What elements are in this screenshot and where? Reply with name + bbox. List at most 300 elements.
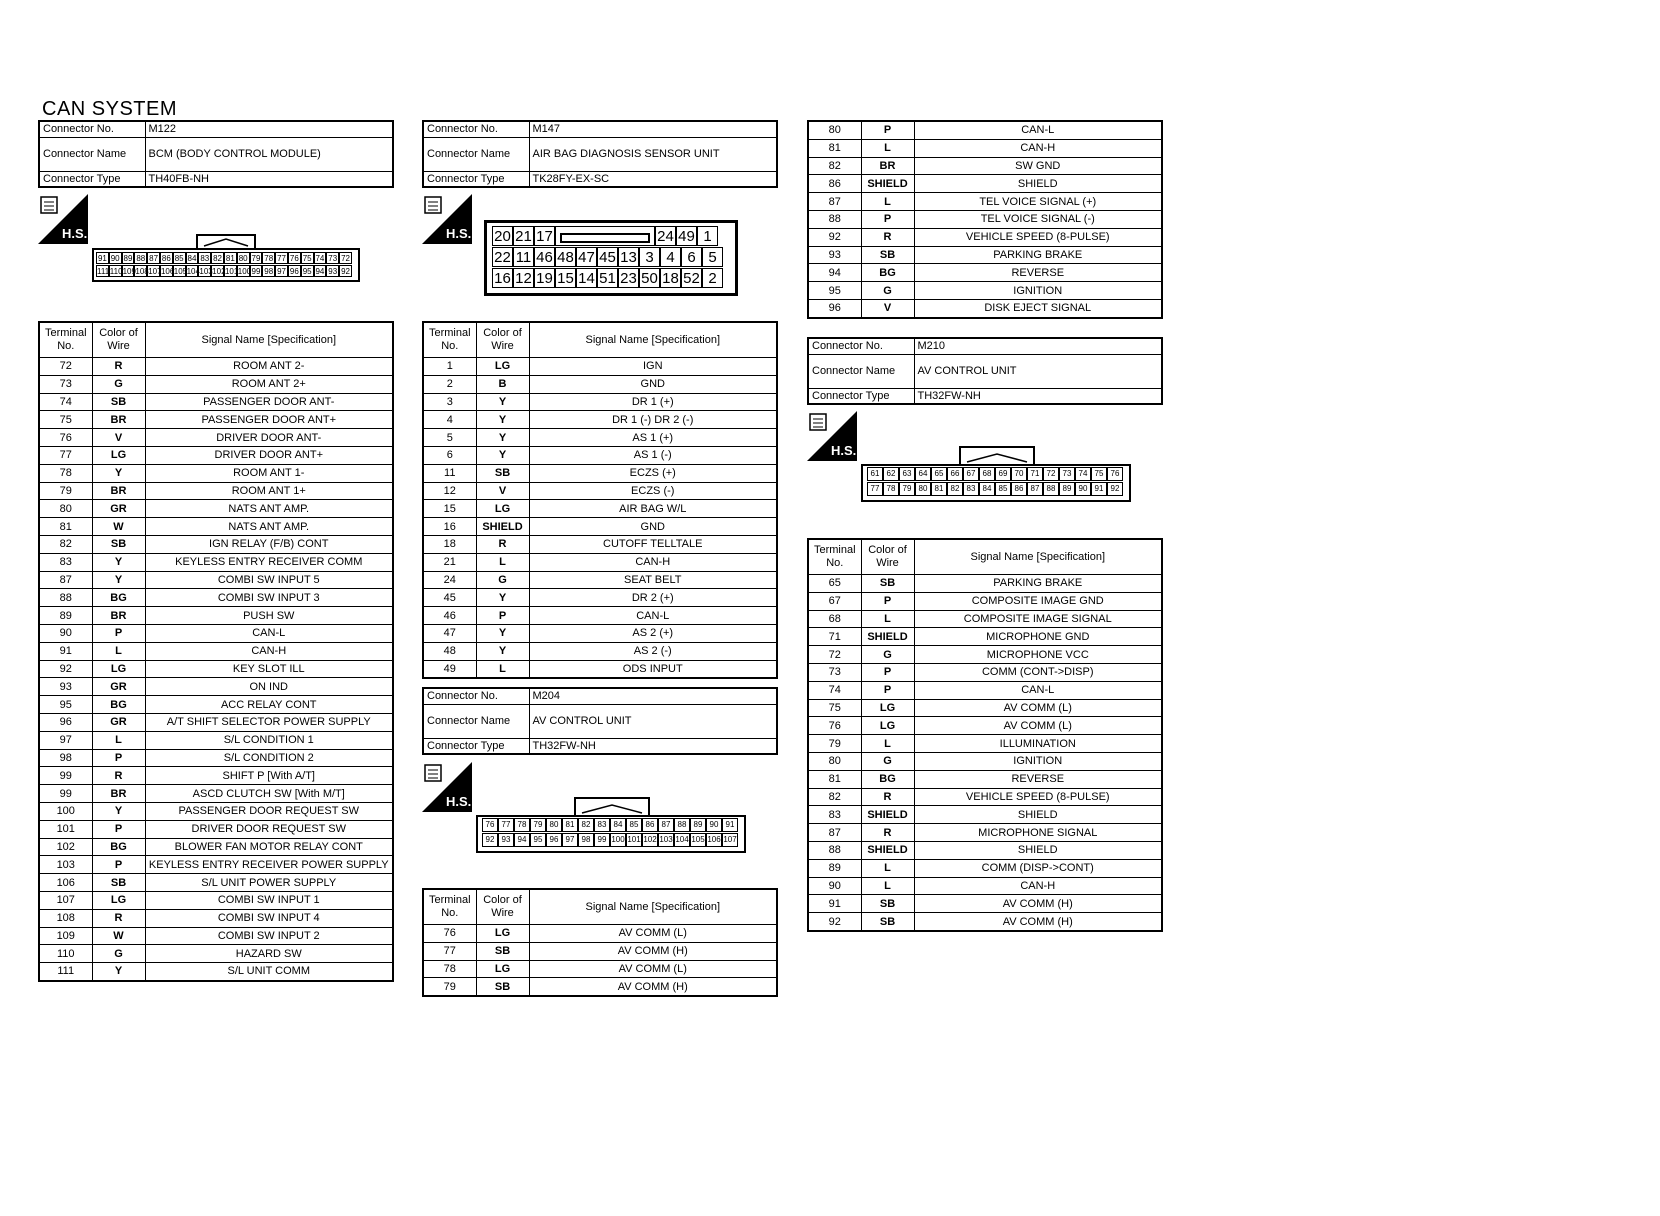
connector-pin: 22 [492,247,513,267]
connector-pin: 111 [97,267,110,276]
connector-latch [574,797,650,817]
wire-color-cell: Y [476,642,529,660]
signal-name-cell: SHIELD [914,175,1162,193]
wire-color-cell: BR [92,482,145,500]
table-row [808,770,1162,788]
terminal-no-cell: 73 [808,663,861,681]
wire-color-cell: LG [92,446,145,464]
signal-name-cell: COMBI SW INPUT 1 [145,891,393,909]
wire-color-cell: SB [861,913,914,931]
wire-color-cell: SB [861,246,914,264]
terminal-no-cell: 80 [808,121,861,139]
m204-connector-name: AV CONTROL UNIT [529,704,777,738]
connector-pin: 84 [610,818,626,832]
connector-pin: 2 [702,268,723,288]
connector-pin: 69 [995,467,1011,481]
terminal-no-cell: 90 [39,624,92,642]
signal-name-header: Signal Name [Specification] [145,322,393,358]
table-row [808,628,1162,646]
terminal-no-cell: 81 [808,770,861,788]
connector-pin: 78 [264,254,274,263]
signal-name-cell: ROOM ANT 1+ [145,482,393,500]
terminal-no-cell: 91 [39,642,92,660]
table-row [39,358,393,376]
table-row [39,696,393,714]
connector-pin: 21 [513,226,534,246]
table-row [39,713,393,731]
signal-name-cell: IGN [529,358,777,376]
terminal-no-cell: 107 [39,891,92,909]
terminal-no-cell: 102 [39,838,92,856]
wire-color-cell: W [92,518,145,536]
table-row [808,895,1162,913]
table-row [423,446,777,464]
signal-name-cell: ECZS (-) [529,482,777,500]
wire-color-cell: L [861,859,914,877]
table-row [808,913,1162,931]
table-row [808,121,1162,139]
terminal-no-cell: 96 [39,713,92,731]
signal-name-cell: S/L UNIT POWER SUPPLY [145,874,393,892]
terminal-no-cell: 90 [808,877,861,895]
connector-pin: 107 [148,267,162,276]
connector-pin: 75 [302,254,312,263]
terminal-no-cell: 87 [808,193,861,211]
connector-pin: 97 [277,267,286,276]
connector-pin: 1 [697,226,718,246]
table-row [808,575,1162,593]
connector-pin: 90 [1075,482,1091,496]
connector-pin: 78 [883,482,899,496]
terminal-no-cell: 99 [39,767,92,785]
m147-connector-no: M147 [529,121,777,137]
connector-pin: 74 [1075,467,1091,481]
signal-name-cell: S/L CONDITION 1 [145,731,393,749]
m210-connector-name: AV CONTROL UNIT [914,354,1162,388]
connector-pin: 66 [947,467,963,481]
connector-no-label: Connector No. [423,688,529,704]
table-row [808,859,1162,877]
signal-name-cell: PARKING BRAKE [914,246,1162,264]
table-row [808,264,1162,282]
signal-name-cell: COMBI SW INPUT 5 [145,571,393,589]
connector-pin: 89 [1059,482,1075,496]
terminal-no-cell: 77 [423,942,476,960]
terminal-no-cell: 76 [808,717,861,735]
wire-color-cell: Y [476,411,529,429]
wire-color-cell: P [861,210,914,228]
connector-pin: 88 [136,254,146,263]
table-row [423,571,777,589]
terminal-no-cell: 46 [423,607,476,625]
connector-no-label: Connector No. [39,121,145,137]
connector-pin: 100 [610,833,626,847]
terminal-no-cell: 6 [423,446,476,464]
connector-pin: 98 [578,833,594,847]
connector-pin: 81 [562,818,578,832]
signal-name-cell: CAN-H [914,139,1162,157]
wire-color-cell: L [476,553,529,571]
table-row [39,909,393,927]
wire-color-cell: G [861,752,914,770]
signal-name-cell: COMPOSITE IMAGE SIGNAL [914,610,1162,628]
connector-pin: 84 [979,482,995,496]
hs-label: H.S. [446,794,472,809]
table-row [39,500,393,518]
connector-pin: 85 [995,482,1011,496]
hs-label: H.S. [446,226,472,241]
table-row [39,678,393,696]
connector-pin: 80 [238,254,248,263]
table-row [39,856,393,874]
signal-name-cell: AIR BAG W/L [529,500,777,518]
connector-no-label: Connector No. [423,121,529,137]
table-row [423,393,777,411]
connector-pin: 86 [642,818,658,832]
signal-name-cell: COMBI SW INPUT 2 [145,927,393,945]
signal-name-cell: PARKING BRAKE [914,575,1162,593]
wire-color-cell: L [861,610,914,628]
table-row [808,752,1162,770]
signal-name-cell: SHIFT P [With A/T] [145,767,393,785]
connector-pin: 76 [482,818,498,832]
terminal-no-cell: 111 [39,963,92,981]
connector-pin: 95 [530,833,546,847]
table-row [39,749,393,767]
terminal-no-cell: 88 [808,841,861,859]
wire-color-cell: Y [92,571,145,589]
connector-pin: 108 [135,267,149,276]
connector-pin: 106 [160,267,175,276]
signal-name-cell: CAN-L [914,681,1162,699]
connector-pin: 17 [534,226,555,246]
signal-name-cell: AS 2 (+) [529,624,777,642]
connector-pin: 82 [213,254,223,263]
wire-color-cell: G [861,646,914,664]
connector-pin: 105 [173,267,188,276]
connector-pin: 83 [200,254,210,263]
signal-name-cell: CAN-H [529,553,777,571]
connector-pin: 87 [149,254,159,263]
connector-pin: 103 [658,833,674,847]
terminal-no-cell: 75 [39,411,92,429]
connector-pin: 97 [562,833,578,847]
color-of-wire-header: Color of Wire [92,322,145,358]
connector-pin: 106 [706,833,722,847]
connector-pin: 46 [534,247,555,267]
signal-name-cell: CAN-L [145,624,393,642]
connector-type-label: Connector Type [423,171,529,187]
wire-color-cell: Y [476,624,529,642]
wire-color-cell: LG [92,660,145,678]
terminal-no-cell: 76 [39,429,92,447]
connector-pin: 93 [328,267,338,276]
table-row [423,589,777,607]
terminal-no-cell: 76 [423,925,476,943]
connector-pin: 5 [702,247,723,267]
hs-label: H.S. [831,443,857,458]
terminal-no-cell: 94 [808,264,861,282]
signal-name-cell: VEHICLE SPEED (8-PULSE) [914,228,1162,246]
terminal-no-cell: 16 [423,518,476,536]
signal-name-cell: A/T SHIFT SELECTOR POWER SUPPLY [145,713,393,731]
signal-name-cell: AS 1 (+) [529,429,777,447]
signal-name-cell: CAN-L [914,121,1162,139]
connector-pin: 52 [681,268,702,288]
terminal-no-cell: 2 [423,375,476,393]
connector-pin: 96 [546,833,562,847]
terminal-no-cell: 95 [808,282,861,300]
terminal-no-cell: 73 [39,375,92,393]
wire-color-cell: L [861,193,914,211]
terminal-no-cell: 92 [39,660,92,678]
connector-pin: 65 [931,467,947,481]
connector-pin: 101 [224,267,239,276]
connector-pin: 104 [186,267,200,276]
table-row [39,411,393,429]
m147-connector-diagram [484,220,738,296]
wire-color-cell: LG [476,500,529,518]
color-of-wire-header: Color of Wire [476,889,529,925]
table-row [39,393,393,411]
terminal-no-cell: 93 [808,246,861,264]
connector-pin: 110 [109,267,123,276]
connector-name-label: Connector Name [423,137,529,171]
signal-name-cell: SW GND [914,157,1162,175]
wire-color-cell: G [861,282,914,300]
signal-name-cell: COMBI SW INPUT 4 [145,909,393,927]
signal-name-cell: MICROPHONE VCC [914,646,1162,664]
signal-name-cell: PASSENGER DOOR ANT- [145,393,393,411]
wire-color-cell: R [92,909,145,927]
wire-color-cell: R [476,535,529,553]
connector-pin: 92 [341,267,350,276]
connector-pin: 70 [1011,467,1027,481]
terminal-no-header: Terminal No. [423,322,476,358]
color-of-wire-header: Color of Wire [476,322,529,358]
table-row [808,592,1162,610]
wire-color-cell: Y [92,553,145,571]
connector-pin: 24 [655,226,676,246]
connector-pin: 100 [237,267,252,276]
table-row [423,942,777,960]
m204-connector-diagram [476,797,748,855]
signal-name-cell: AV COMM (L) [529,925,777,943]
connector-pin: 77 [498,818,514,832]
terminal-no-cell: 45 [423,589,476,607]
table-row [39,891,393,909]
signal-name-cell: BLOWER FAN MOTOR RELAY CONT [145,838,393,856]
wire-color-cell: BG [861,770,914,788]
table-row [808,299,1162,317]
connector-pin: 107 [722,833,738,847]
connector-pin: 20 [492,226,513,246]
connector-pin: 105 [690,833,706,847]
connector-pin: 78 [514,818,530,832]
terminal-no-cell: 79 [423,978,476,996]
terminal-no-cell: 77 [39,446,92,464]
hs-icon [38,194,88,244]
connector-pin: 102 [212,267,226,276]
terminal-no-header: Terminal No. [423,889,476,925]
signal-name-cell: ODS INPUT [529,660,777,678]
table-row [808,717,1162,735]
table-row [39,446,393,464]
connector-pin: 18 [660,268,681,288]
terminal-no-cell: 101 [39,820,92,838]
terminal-no-cell: 18 [423,535,476,553]
terminal-no-cell: 80 [39,500,92,518]
wire-color-cell: Y [92,464,145,482]
terminal-no-cell: 79 [39,482,92,500]
terminal-no-cell: 98 [39,749,92,767]
wire-color-cell: Y [476,429,529,447]
signal-name-cell: ROOM ANT 1- [145,464,393,482]
signal-name-cell: AV COMM (H) [914,895,1162,913]
signal-name-cell: VEHICLE SPEED (8-PULSE) [914,788,1162,806]
wire-color-cell: Y [92,802,145,820]
table-row [39,535,393,553]
wire-color-cell: LG [861,717,914,735]
table-row [808,175,1162,193]
table-row [423,553,777,571]
wire-color-cell: R [861,788,914,806]
signal-name-cell: GND [529,518,777,536]
wire-color-cell: BR [92,607,145,625]
wire-color-cell: BR [92,411,145,429]
terminal-no-cell: 81 [808,139,861,157]
connector-pin: 64 [915,467,931,481]
wire-color-cell: SB [476,464,529,482]
wire-color-cell: L [861,735,914,753]
wire-color-cell: Y [476,446,529,464]
connector-pin: 85 [626,818,642,832]
terminal-no-cell: 82 [808,157,861,175]
signal-name-cell: MICROPHONE GND [914,628,1162,646]
signal-name-cell: S/L UNIT COMM [145,963,393,981]
signal-name-cell: REVERSE [914,264,1162,282]
table-row [423,482,777,500]
signal-name-cell: COMM (DISP->CONT) [914,859,1162,877]
connector-pin: 109 [122,267,136,276]
signal-name-cell: IGN RELAY (F/B) CONT [145,535,393,553]
terminal-no-header: Terminal No. [39,322,92,358]
terminal-no-cell: 4 [423,411,476,429]
connector-pin: 103 [199,267,213,276]
terminal-no-cell: 110 [39,945,92,963]
terminal-no-cell: 83 [39,553,92,571]
table-row [423,464,777,482]
connector-pin: 51 [597,268,618,288]
signal-name-cell: COMPOSITE IMAGE GND [914,592,1162,610]
m122-connector-info [38,120,394,188]
table-row [39,642,393,660]
wire-color-cell: P [861,592,914,610]
terminal-no-cell: 97 [39,731,92,749]
wire-color-cell: BG [92,838,145,856]
wire-color-cell: Y [92,963,145,981]
connector-pin: 94 [514,833,530,847]
table-row [39,802,393,820]
signal-name-cell: AV COMM (H) [914,913,1162,931]
signal-name-cell: ROOM ANT 2+ [145,375,393,393]
m122-connector-type: TH40FB-NH [145,171,393,187]
wire-color-cell: L [861,139,914,157]
signal-name-cell: ILLUMINATION [914,735,1162,753]
table-row [423,642,777,660]
table-row [39,607,393,625]
terminal-no-cell: 89 [39,607,92,625]
connector-pin: 101 [626,833,642,847]
table-row [39,963,393,981]
m210-terminal-table [807,538,1163,932]
m210-connector-diagram [861,446,1133,504]
wire-color-cell: SB [861,895,914,913]
table-row [808,788,1162,806]
hs-icon [422,194,472,244]
signal-name-cell: KEY SLOT ILL [145,660,393,678]
signal-name-cell: DISK EJECT SIGNAL [914,299,1162,317]
signal-name-cell: ROOM ANT 2- [145,358,393,376]
table-row [808,877,1162,895]
signal-name-cell: GND [529,375,777,393]
connector-pin: 84 [187,254,197,263]
terminal-no-cell: 21 [423,553,476,571]
table-row [808,610,1162,628]
connector-pin: 61 [867,467,883,481]
terminal-no-cell: 83 [808,806,861,824]
wire-color-cell: B [476,375,529,393]
connector-pin: 14 [576,268,597,288]
connector-pin: 3 [639,247,660,267]
connector-pin: 12 [513,268,534,288]
terminal-no-cell: 96 [808,299,861,317]
table-row [808,139,1162,157]
connector-pin: 73 [328,254,338,263]
wire-color-cell: V [92,429,145,447]
terminal-no-cell: 89 [808,859,861,877]
connector-type-label: Connector Type [808,388,914,404]
table-row [423,411,777,429]
wire-color-cell: P [92,624,145,642]
m204-terminal-table-continued [807,120,1163,319]
table-row [808,681,1162,699]
connector-pin: 74 [315,254,325,263]
signal-name-cell: MICROPHONE SIGNAL [914,824,1162,842]
table-row [39,927,393,945]
m210-connector-type: TH32FW-NH [914,388,1162,404]
wire-color-cell: LG [476,358,529,376]
terminal-no-cell: 91 [808,895,861,913]
m122-connector-name: BCM (BODY CONTROL MODULE) [145,137,393,171]
connector-pin: 104 [674,833,690,847]
signal-name-cell: PASSENGER DOOR REQUEST SW [145,802,393,820]
table-row [423,429,777,447]
m204-connector-info [422,687,778,755]
connector-pin: 72 [341,254,350,263]
terminal-no-cell: 81 [39,518,92,536]
signal-name-cell: IGNITION [914,282,1162,300]
table-row [39,838,393,856]
signal-name-header: Signal Name [Specification] [529,889,777,925]
connector-pin: 79 [899,482,915,496]
terminal-no-cell: 103 [39,856,92,874]
wire-color-cell: GR [92,713,145,731]
signal-name-header: Signal Name [Specification] [914,539,1162,575]
terminal-no-cell: 79 [808,735,861,753]
m122-connector-diagram [92,234,362,282]
hs-icon [422,762,472,812]
